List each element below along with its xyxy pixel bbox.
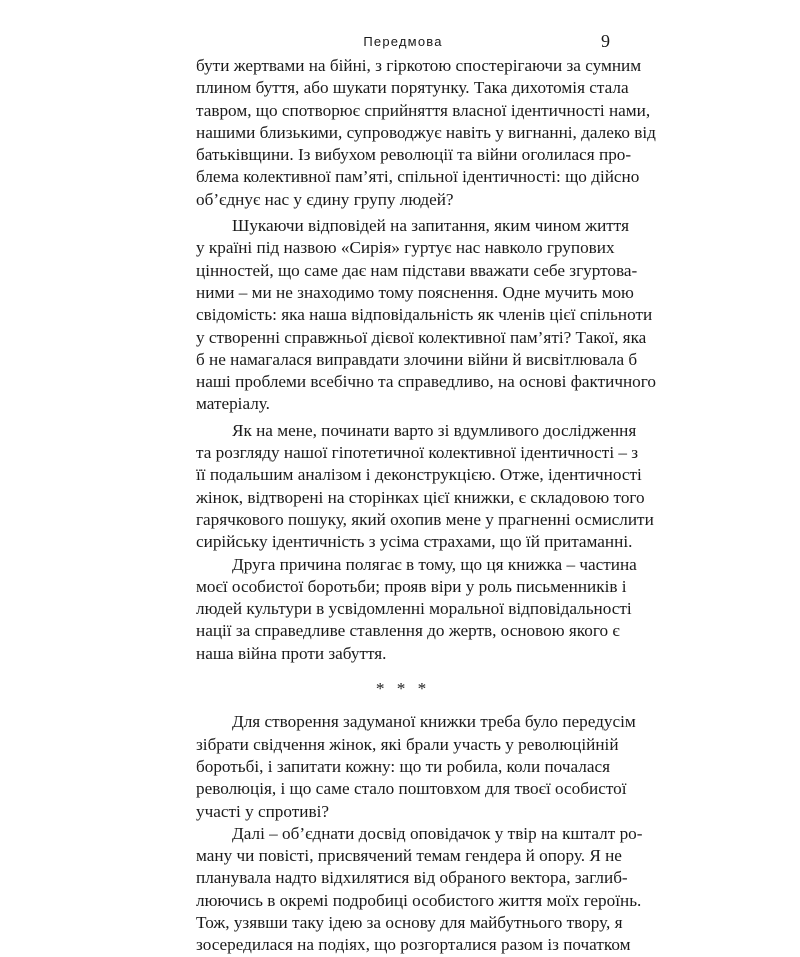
- text-line: Як на мене, починати варто зі вдумливого дослідження: [232, 420, 637, 440]
- text-line: боротьбі, і запитати кожну: що ти робила, коли почалася: [196, 756, 610, 776]
- text-line: у країні під назвою «Сирія» гуртує нас навколо групових: [196, 238, 615, 258]
- paragraph: [196, 215, 656, 416]
- text-line: блема колективної пам’яті, спільної ідентичності: що дійсно: [196, 167, 640, 187]
- text-line: Друга причина полягає в тому, що ця книжка – частина: [232, 554, 637, 574]
- text-line: плином буття, або шукати порятунку. Така дихотомія стала: [196, 78, 629, 98]
- text-line: Шукаючи відповідей на запитання, яким чином життя: [232, 216, 629, 236]
- paragraph: [196, 711, 636, 822]
- text-line: зібрати свідчення жінок, які брали участь у революційній: [196, 734, 619, 754]
- text-line: участі у спротиві?: [196, 801, 329, 821]
- text-line: моєї особистої боротьби; прояв віри у роль письменників і: [196, 576, 627, 596]
- text-line: сирійську ідентичність з усіма страхами, що їй притаманні.: [196, 532, 633, 552]
- text-line: гарячкового пошуку, який охопив мене у прагненні осмислити: [196, 509, 654, 529]
- text-line: нації за справедливе ставлення до жертв, основою якого є: [196, 621, 620, 641]
- text-line: планувала надто відхилятися від обраного вектора, заглиб-: [196, 868, 628, 888]
- text-line: цінностей, що саме дає нам підстави вважати себе згуртова-: [196, 260, 638, 280]
- text-line: нашими близькими, супроводжує навіть у вигнанні, далеко від: [196, 122, 656, 142]
- text-line: Для створення задуманої книжки треба було передусім: [232, 712, 636, 732]
- paragraph: [196, 55, 656, 211]
- text-line: у створенні справжньої дієвої колективної пам’яті? Такої, яка: [196, 327, 647, 347]
- text-line: свідомість: яка наша відповідальність як членів цієї спільноти: [196, 305, 653, 325]
- page-number: 9: [601, 31, 610, 51]
- paragraph: [196, 420, 654, 554]
- text-line: революція, і що саме стало поштовхом для твоєї особистої: [196, 779, 627, 799]
- text-line: зосередилася на подіях, що розгорталися разом із початком: [196, 935, 631, 955]
- paragraph: [196, 554, 637, 665]
- body-text: [196, 55, 656, 957]
- text-line: жінок, відтворені на сторінках цієї книжки, є складовою того: [196, 487, 645, 507]
- text-line: Тож, узявши таку ідею за основу для майбутнього твору, я: [196, 912, 623, 932]
- text-line: людей культури в усвідомленні моральної відповідальності: [196, 599, 632, 619]
- text-line: батьківщини. Із вибухом революції та війни оголилася про-: [196, 145, 632, 165]
- text-line: та розгляду нашої гіпотетичної колективної ідентичності – з: [196, 443, 639, 463]
- text-line: ману чи повісті, присвячений темам гендера й опору. Я не: [196, 846, 622, 866]
- text-line: бути жертвами на бійні, з гіркотою спостерігаючи за сумним: [196, 56, 642, 75]
- text-line: ними – ми не знаходимо тому пояснення. Одне мучить мою: [196, 282, 634, 302]
- section-separator: * * *: [375, 679, 431, 699]
- paragraph: [196, 823, 643, 957]
- text-line: її подальшим аналізом і деконструкцією. Отже, ідентичності: [196, 465, 642, 485]
- text-line: наша війна проти забуття.: [196, 643, 387, 663]
- text-line: наші проблеми всебічно та справедливо, на основі фактичного: [196, 372, 656, 392]
- running-head: [196, 31, 610, 53]
- text-line: Далі – об’єднати досвід оповідачок у твір на кшталт ро-: [232, 823, 643, 843]
- text-line: об’єднує нас у єдину групу людей?: [196, 189, 454, 209]
- text-line: матеріалу.: [196, 394, 270, 414]
- section-title: Передмова: [363, 34, 443, 49]
- text-line: тавром, що спотворює сприйняття власної ідентичності нами,: [196, 100, 651, 120]
- text-line: б не намагалася виправдати злочини війни й висвітлювала б: [196, 349, 638, 369]
- text-line: люючись в окремі подробиці особистого життя моїх героїнь.: [196, 890, 642, 910]
